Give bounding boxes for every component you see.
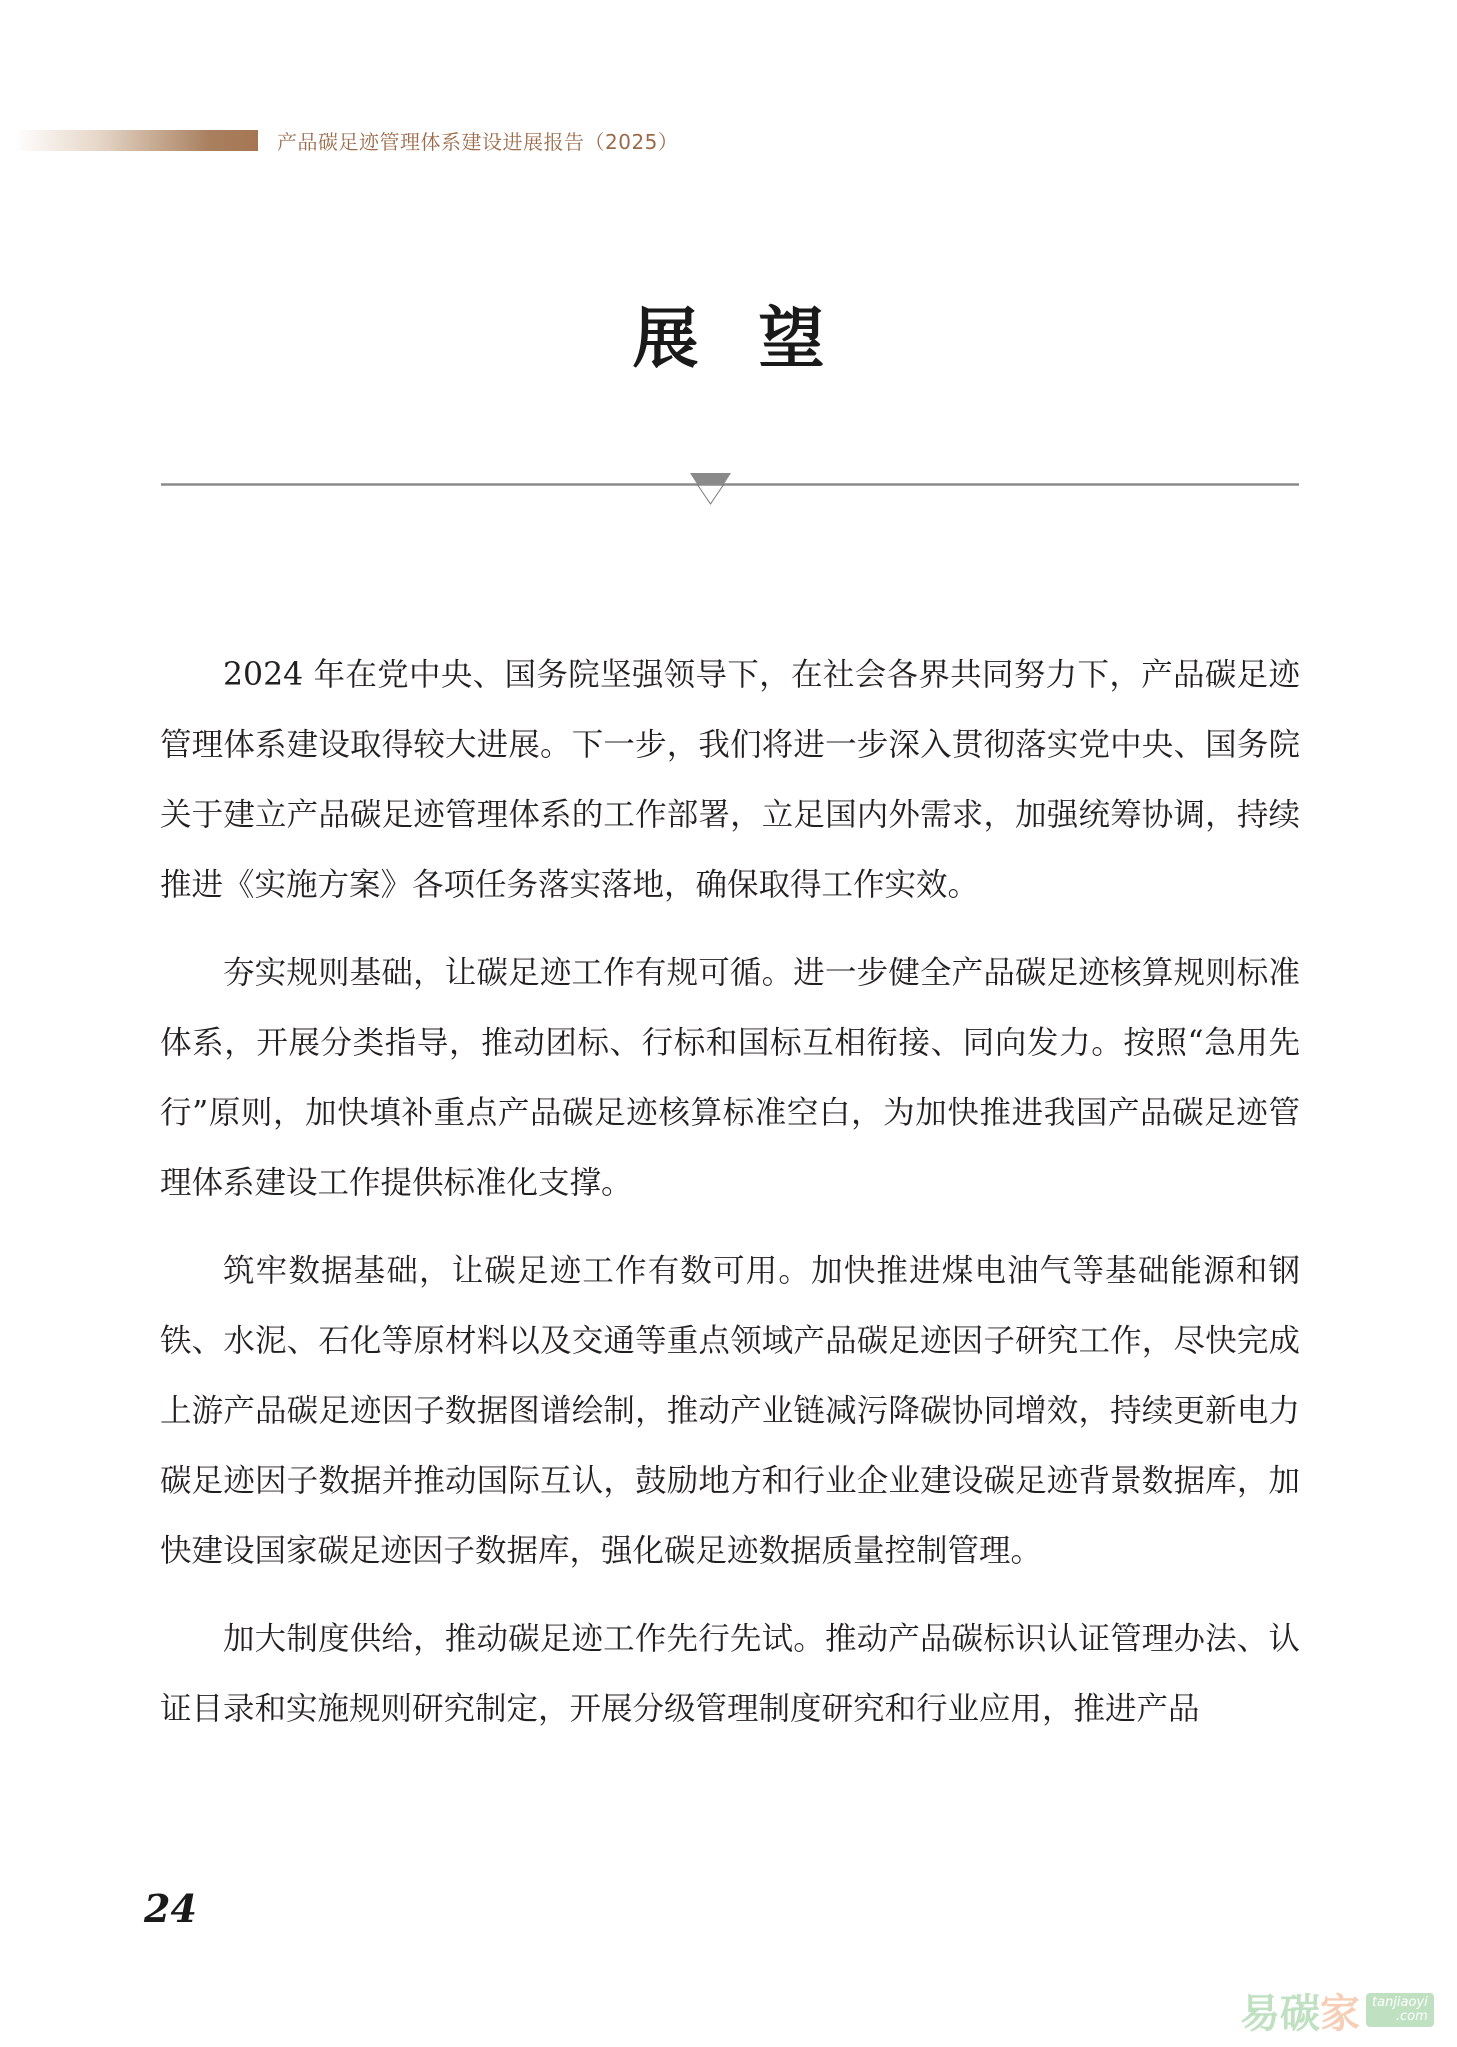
paragraph-data: 筑牢数据基础，让碳足迹工作有数可用。加快推进煤电油气等基础能源和钢铁、水泥、石化等原材料以及交通等重点领域产品碳足迹因子研究工作，尽快完成上游产品碳足迹因子数据图谱绘制，推动产业链减污降碳协同增效，持续更新电力碳足迹因子数据并推动国际互认，鼓励地方和行业企业建设碳足迹背景数据库，加快建设国家碳足迹因子数据库，强化碳足迹数据质量控制管理。 xyxy=(160,1253,1300,1569)
report-title: 产品碳足迹管理体系建设进展报告（2025） xyxy=(277,130,679,154)
watermark-badge-line-2: .com xyxy=(1395,2009,1428,2024)
watermark-char-3: 家 xyxy=(1320,1990,1360,2037)
watermark-char-2: 碳 xyxy=(1280,1990,1320,2037)
page-number: 24 xyxy=(144,1886,197,1931)
divider-triangle-outline xyxy=(697,484,724,504)
paragraph-rules: 夯实规则基础，让碳足迹工作有规可循。进一步健全产品碳足迹核算规则标准体系，开展分类指导，推动团标、行标和国标互相衔接、同向发力。按照“急用先行”原则，加快填补重点产品碳足迹核算标准空白，为加快推进我国产品碳足迹管理体系建设工作提供标准化支撑。 xyxy=(160,955,1300,1201)
watermark-text xyxy=(1240,1982,1360,2039)
watermark-logo xyxy=(1240,1985,1434,2035)
divider-triangle-fill xyxy=(690,473,731,484)
watermark-char-1: 易 xyxy=(1240,1990,1280,2037)
paragraph-intro: 2024 年在党中央、国务院坚强领导下，在社会各界共同努力下，产品碳足迹管理体系建设取得较大进展。下一步，我们将进一步深入贯彻落实党中央、国务院关于建立产品碳足迹管理体系的工作部署，立足国内外需求，加强统筹协调，持续推进《实施方案》各项任务落实落地，确保取得工作实效。 xyxy=(160,657,1300,903)
watermark-badge xyxy=(1366,1993,1434,2027)
title-divider xyxy=(161,470,1299,510)
header-accent-bar xyxy=(14,130,258,151)
paragraph-system: 加大制度供给，推动碳足迹工作先行先试。推动产品碳标识认证管理办法、认证目录和实施规则研究制定，开展分级管理制度研究和行业应用，推进产品 xyxy=(160,1621,1300,1727)
body-text xyxy=(160,640,1300,1762)
page-title: 展望 xyxy=(632,299,885,377)
watermark-badge-line-1: tanjiaoyi xyxy=(1372,1995,1428,2010)
